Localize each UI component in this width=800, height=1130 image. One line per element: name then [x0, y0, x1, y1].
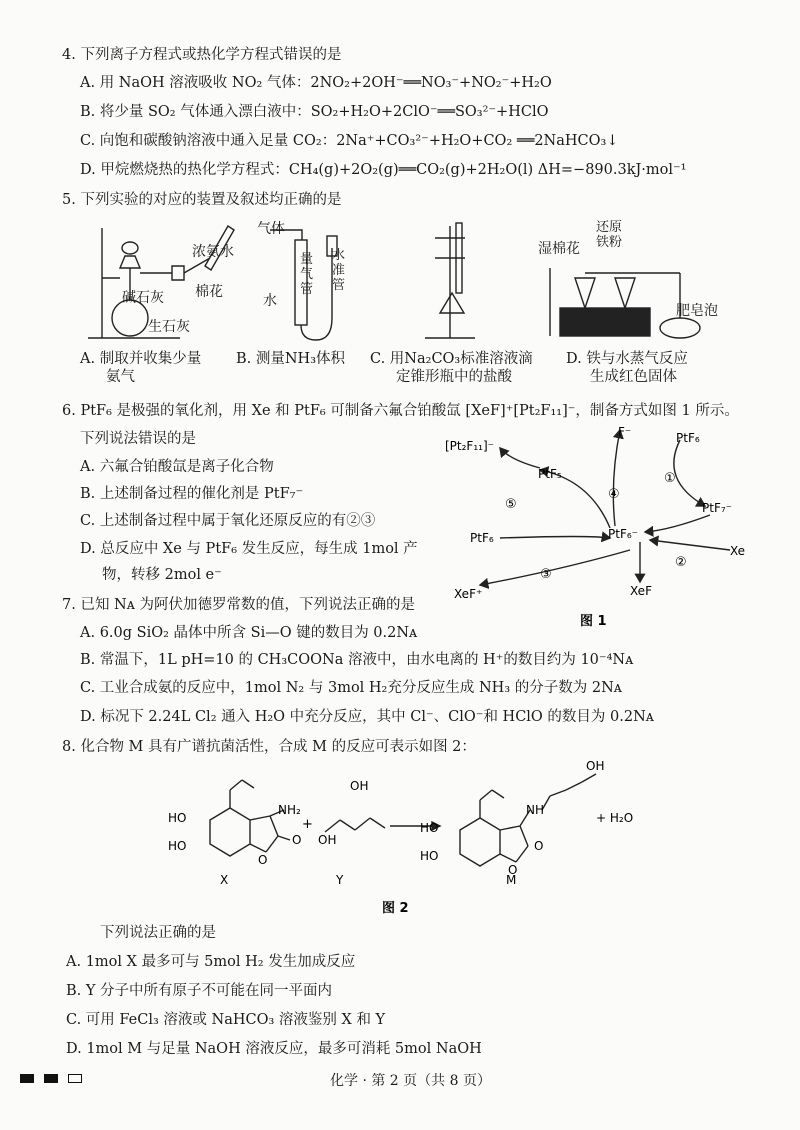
q5-option-d-line1: D. 铁与水蒸气反应	[566, 351, 688, 367]
q6-fig-step-4: ④	[608, 487, 620, 502]
page-footer: 化学 · 第 2 页（共 8 页）	[330, 1073, 491, 1089]
q8-fig-plus: +	[302, 817, 313, 832]
footer-mark-1	[20, 1074, 34, 1083]
q6-fig-node-ptf6-top: PtF₆	[676, 431, 700, 445]
q5-label-soap-bubbles: 肥皂泡	[676, 303, 718, 319]
q8-fig-m-ho-2: HO	[420, 849, 439, 863]
q5-label-soda-lime: 碱石灰	[122, 290, 164, 306]
q7-option-d: D. 标况下 2.24L Cl₂ 通入 H₂O 中充分反应，其中 Cl⁻、ClO⁻和 HClO 的数目为 0.2Nᴀ	[80, 709, 654, 725]
q7-option-c: C. 工业合成氨的反应中，1mol N₂ 与 3mol H₂充分反应生成 NH₃ 的分子数为 2Nᴀ	[80, 680, 622, 696]
footer-mark-3	[68, 1074, 82, 1083]
q6-fig-node-ptf5: PtF₅	[538, 467, 562, 481]
q8-fig-y-oh-2: OH	[318, 833, 337, 847]
q5-label-reduced-iron: 还原铁粉	[596, 220, 623, 250]
q5-option-c-line2: 定锥形瓶中的盐酸	[396, 369, 512, 385]
q5-option-b: B. 测量NH₃体积	[236, 351, 346, 367]
q5-label-gas: 气体	[257, 221, 285, 237]
q4-stem: 4. 下列离子方程式或热化学方程式错误的是	[62, 47, 342, 63]
q4-option-d: D. 甲烷燃烧热的热化学方程式：CH₄(g)+2O₂(g)══CO₂(g)+2H₂O(l) ΔH=−890.3kJ·mol⁻¹	[80, 162, 687, 178]
q6-catalytic-cycle-figure	[440, 420, 770, 635]
q6-stem: 6. PtF₆ 是极强的氧化剂，用 Xe 和 PtF₆ 可制备六氟合铂酸氙 [XeF]⁺[Pt₂F₁₁]⁻，制备方式如图 1 所示。	[62, 403, 739, 419]
footer-mark-2	[44, 1074, 58, 1083]
q5-label-gas-burette: 量气管	[300, 252, 314, 297]
q8-fig-h2o: + H₂O	[596, 811, 634, 825]
q5-option-a-line2: 氨气	[106, 369, 135, 385]
q8-fig-y-oh-1: OH	[350, 779, 369, 793]
q6-option-a: A. 六氟合铂酸氙是离子化合物	[80, 459, 274, 475]
q8-reaction-scheme-figure	[150, 760, 650, 920]
q6-fig-node-ptf7: PtF₇⁻	[702, 501, 732, 515]
q5-label-leveling-tube: 水准管	[332, 248, 346, 293]
q6-option-d-line2: 物，转移 2mol e⁻	[102, 567, 222, 583]
q8-fig-m-nh: NH	[526, 803, 544, 817]
q8-option-a: A. 1mol X 最多可与 5mol H₂ 发生加成反应	[66, 954, 356, 970]
q8-fig-m-ring-o: O	[508, 863, 518, 877]
q8-stem: 8. 化合物 M 具有广谱抗菌活性，合成 M 的反应可表示如图 2：	[62, 739, 476, 755]
q6-fig-node-xe: Xe	[730, 544, 746, 558]
q6-fig-step-5: ⑤	[505, 497, 517, 512]
q8-option-c: C. 可用 FeCl₃ 溶液或 NaHCO₃ 溶液鉴别 X 和 Y	[66, 1012, 386, 1028]
q8-fig-label-x: X	[220, 873, 229, 887]
q6-fig-node-xef-plus: XeF⁺	[454, 587, 483, 601]
q6-fig-step-3: ③	[540, 567, 552, 582]
q8-stem-2: 下列说法正确的是	[100, 925, 216, 941]
q8-fig-m-ho-1: HO	[420, 821, 439, 835]
q8-fig-x-carbonyl-o: O	[292, 833, 302, 847]
q5-option-d-line2: 生成红色固体	[590, 369, 677, 385]
q5-option-a-line1: A. 制取并收集少量	[80, 351, 202, 367]
q6-stem-2: 下列说法错误的是	[80, 431, 196, 447]
q6-fig-node-fminus: F⁻	[618, 425, 632, 439]
q8-option-d: D. 1mol M 与足量 NaOH 溶液反应，最多可消耗 5mol NaOH	[66, 1041, 482, 1057]
q8-fig-x-ho-2: HO	[168, 839, 187, 853]
q4-option-c: C. 向饱和碳酸钠溶液中通入足量 CO₂：2Na⁺+CO₃²⁻+H₂O+CO₂ ══2NaHCO₃↓	[80, 133, 619, 149]
q5-stem: 5. 下列实验的对应的装置及叙述均正确的是	[62, 192, 342, 208]
q6-option-d-line1: D. 总反应中 Xe 与 PtF₆ 发生反应，每生成 1mol 产	[80, 541, 418, 557]
q7-option-a: A. 6.0g SiO₂ 晶体中所含 Si—O 键的数目为 0.2Nᴀ	[80, 625, 418, 641]
q8-option-b: B. Y 分子中所有原子不可能在同一平面内	[66, 983, 333, 999]
q7-option-b: B. 常温下，1L pH=10 的 CH₃COONa 溶液中，由水电离的 H⁺的数目约为 10⁻⁴Nᴀ	[80, 652, 634, 668]
q6-option-c: C. 上述制备过程中属于氧化还原反应的有②③	[80, 513, 376, 529]
q5-label-water: 水	[263, 293, 277, 309]
q5-label-concentrated-ammonia: 浓氨水	[192, 244, 234, 260]
q8-fig-x-nh2: NH₂	[278, 803, 301, 817]
q5-label-wet-cotton: 湿棉花	[538, 241, 580, 257]
q6-fig-node-pt2f11: [Pt₂F₁₁]⁻	[445, 439, 494, 453]
q8-fig-x-ho-1: HO	[168, 811, 187, 825]
q8-fig-x-ring-o: O	[258, 853, 268, 867]
q6-fig-node-ptf6-minus: PtF₆⁻	[608, 527, 638, 541]
q8-fig-m-oh: OH	[586, 760, 605, 773]
q5-option-c-line1: C. 用Na₂CO₃标准溶液滴	[370, 351, 533, 367]
q5-label-quicklime: 生石灰	[148, 319, 190, 335]
q5-label-cotton: 棉花	[195, 284, 223, 300]
q8-fig-m-carbonyl-o: O	[534, 839, 544, 853]
q6-option-b: B. 上述制备过程的催化剂是 PtF₇⁻	[80, 486, 304, 502]
q8-fig-label-y: Y	[336, 873, 344, 887]
q8-fig-caption: 图 2	[382, 901, 409, 916]
q6-fig-node-xef: XeF	[630, 584, 652, 598]
q7-stem: 7. 已知 Nᴀ 为阿伏加德罗常数的值，下列说法正确的是	[62, 597, 416, 613]
q6-fig-step-2: ②	[675, 555, 687, 570]
q8-fig-label-m: M	[506, 873, 517, 887]
q4-option-b: B. 将少量 SO₂ 气体通入漂白液中：SO₂+H₂O+2ClO⁻══SO₃²⁻+HClO	[80, 104, 549, 120]
q6-fig-step-1: ①	[664, 471, 676, 486]
q4-option-a: A. 用 NaOH 溶液吸收 NO₂ 气体：2NO₂+2OH⁻══NO₃⁻+NO₂⁻+H₂O	[80, 75, 552, 91]
q6-fig-node-ptf6-left: PtF₆	[470, 531, 494, 545]
q6-fig-caption: 图 1	[580, 614, 607, 629]
